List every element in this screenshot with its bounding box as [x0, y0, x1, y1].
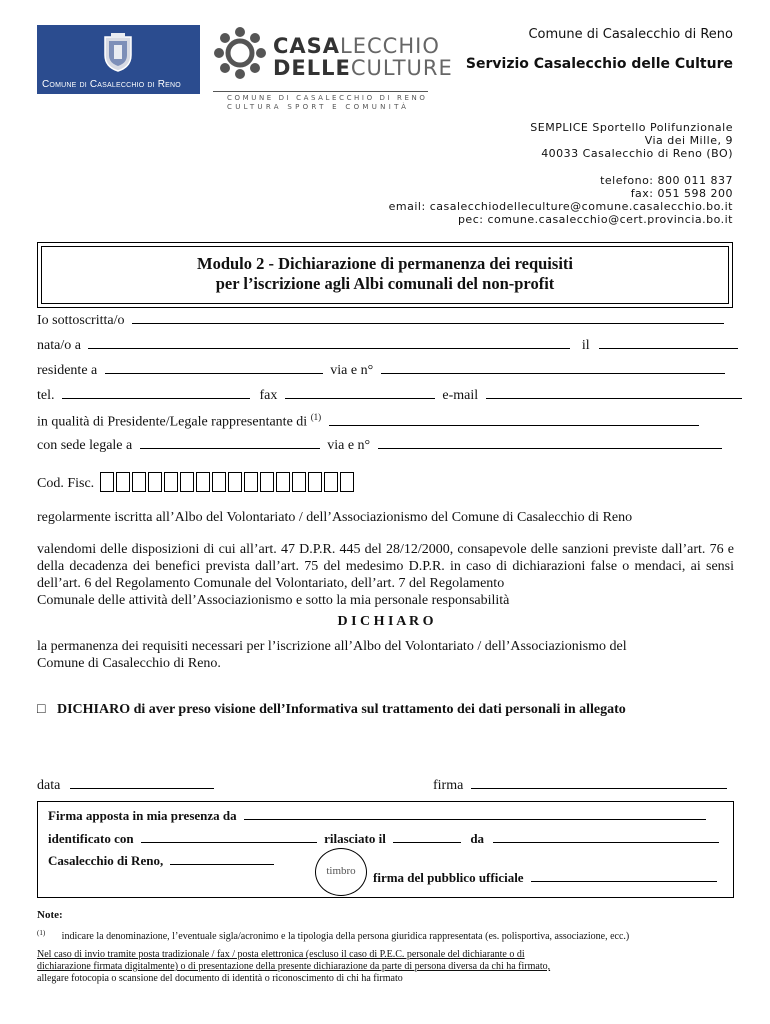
- codfisc-char-box[interactable]: [164, 472, 178, 492]
- input-nome[interactable]: [132, 312, 724, 324]
- codfisc-char-box[interactable]: [196, 472, 210, 492]
- codfisc-char-box[interactable]: [180, 472, 194, 492]
- input-documento[interactable]: [141, 831, 317, 843]
- casalecchio-culture-logo: [213, 24, 453, 111]
- note-1: [37, 927, 734, 943]
- label-email: e-mail: [442, 388, 479, 403]
- input-apposta[interactable]: [244, 808, 706, 820]
- input-via-sede[interactable]: [378, 437, 722, 449]
- contact-fax: fax: 051 598 200: [630, 187, 733, 200]
- label-fax: fax: [259, 388, 278, 403]
- footnote-marker: (1): [310, 412, 322, 422]
- culture-word-1: CASALECCHIO: [273, 34, 440, 58]
- input-rilasciato[interactable]: [393, 831, 461, 843]
- gear-icon: [213, 26, 267, 80]
- permanenza-paragraph: [37, 638, 734, 672]
- note-marker: (1): [37, 929, 46, 937]
- culture-sub-2: CULTURA SPORT E COMUNITÀ: [227, 103, 410, 111]
- note-invio-line-3: allegare fotocopia o scansione del documento di identità o riconoscimento di chi ha firmato: [37, 973, 403, 984]
- codfisc-char-box[interactable]: [116, 472, 130, 492]
- label-via-residenza: via e n°: [330, 363, 374, 378]
- input-firma[interactable]: [471, 777, 727, 789]
- label-da: da: [470, 831, 485, 846]
- notes-label: Note:: [37, 909, 63, 921]
- label-apposta: Firma apposta in mia presenza da: [48, 808, 237, 823]
- informativa-text: DICHIARO di aver preso visione dell’Informativa sul trattamento dei dati personali in allegato: [56, 702, 626, 717]
- timbro-stamp: [315, 848, 367, 896]
- title-box: [37, 242, 733, 308]
- sig-row-luogo: [48, 853, 274, 869]
- codfisc-char-box[interactable]: [212, 472, 226, 492]
- field-row-codfisc: [37, 472, 356, 492]
- codfisc-char-box[interactable]: [324, 472, 338, 492]
- field-row-qualita: [37, 412, 699, 431]
- input-fax[interactable]: [285, 387, 435, 399]
- contact-pec: pec: comune.casalecchio@cert.provincia.bo.it: [457, 213, 733, 226]
- label-codfisc: Cod. Fisc.: [37, 476, 95, 491]
- codfisc-char-box[interactable]: [340, 472, 354, 492]
- label-sede: con sede legale a: [37, 438, 133, 453]
- input-ente[interactable]: [329, 414, 699, 426]
- contact-line: 40033 Casalecchio di Reno (BO): [541, 147, 733, 160]
- input-email[interactable]: [486, 387, 742, 399]
- input-tel[interactable]: [62, 387, 250, 399]
- sig-row-pubblico: [373, 870, 717, 886]
- valendomi-text-end: Comunale delle attività dell’Associazionismo e sotto la mia personale responsabilità: [37, 593, 510, 608]
- timbro-label: timbro: [326, 865, 356, 877]
- codfisc-char-box[interactable]: [100, 472, 114, 492]
- label-il: il: [581, 338, 590, 353]
- field-row-residenza: [37, 362, 725, 379]
- input-sede[interactable]: [140, 437, 320, 449]
- codfisc-char-box[interactable]: [132, 472, 146, 492]
- codfisc-char-box[interactable]: [228, 472, 242, 492]
- label-firma: firma: [433, 778, 464, 793]
- note-invio-line-2: dichiarazione firmata digitalmente) o di presentazione della presente dichiarazione da parte di persona diversa da chi ha firmato,: [37, 961, 551, 972]
- valendomi-text: valendomi delle disposizioni di cui all’art. 47 D.P.R. 445 del 28/12/2000, consapevole delle sanzioni previste dall’art. 76 e della decadenza dei benefici prevista dall’art. 75 del medesimo D.P.R. in caso di dichiarazioni false o mendaci, ai sensi dell’art. 6 del Regolamento Comunale del Volontariato, dell’art. 7 del Regolamento: [37, 542, 734, 591]
- input-luogo-nascita[interactable]: [88, 337, 570, 349]
- dichiaro-heading: D I C H I A R O: [337, 614, 434, 629]
- input-residenza[interactable]: [105, 362, 323, 374]
- input-rilasciato-da[interactable]: [493, 831, 719, 843]
- culture-sub-1: COMUNE DI CASALECCHIO DI RENO: [227, 94, 428, 102]
- label-firma-pubblico: firma del pubblico ufficiale: [373, 870, 524, 885]
- label-sottoscritto: Io sottoscritta/o: [37, 313, 125, 328]
- field-row-sede: [37, 437, 722, 454]
- label-casalecchio: Casalecchio di Reno,: [48, 853, 164, 868]
- contact-address: [530, 121, 733, 160]
- contact-phone: telefono: 800 011 837: [600, 174, 733, 187]
- contact-line: Via dei Mille, 9: [644, 134, 733, 147]
- iscritta-text: regolarmente iscritta all’Albo del Volontariato / dell’Associazionismo del Comune di Casalecchio di Reno: [37, 510, 633, 525]
- culture-word-2: DELLECULTURE: [273, 56, 453, 80]
- label-nato: nata/o a: [37, 338, 81, 353]
- header-org: Comune di Casalecchio di Reno: [528, 27, 733, 42]
- codfisc-char-box[interactable]: [148, 472, 162, 492]
- permanenza-text-end: Comune di Casalecchio di Reno.: [37, 656, 221, 671]
- contact-line: SEMPLICE Sportello Polifunzionale: [530, 121, 733, 134]
- permanenza-text: la permanenza dei requisiti necessari per l’iscrizione all’Albo del Volontariato / dell’Associazionismo del: [37, 639, 627, 654]
- title-line-1: Modulo 2 - Dichiarazione di permanenza dei requisiti: [197, 254, 573, 273]
- input-data-firma[interactable]: [170, 853, 274, 865]
- input-data-nascita[interactable]: [599, 337, 738, 349]
- valendomi-paragraph: [37, 541, 734, 609]
- field-row-nascita: [37, 337, 738, 354]
- contact-info: [389, 174, 733, 226]
- input-via-residenza[interactable]: [381, 362, 725, 374]
- comune-logo: [37, 25, 200, 94]
- note-invio-line-1: Nel caso di invio tramite posta tradizionale / fax / posta elettronica (escluso il caso di P.E.C. personale del dichiarante o di: [37, 949, 525, 960]
- crest-icon: [97, 33, 139, 73]
- comune-logo-label: Comune di Casalecchio di Reno: [42, 79, 181, 90]
- label-rilasciato: rilasciato il: [324, 831, 386, 846]
- data-row: [37, 777, 214, 794]
- label-tel: tel.: [37, 388, 55, 403]
- field-row-contatti: [37, 387, 742, 404]
- codfisc-char-box[interactable]: [292, 472, 306, 492]
- field-row-sottoscritto: [37, 312, 724, 329]
- codfisc-char-box[interactable]: [308, 472, 322, 492]
- informativa-row: [37, 702, 626, 718]
- sig-row-identificato: [48, 831, 719, 847]
- firma-row: [433, 777, 727, 794]
- title-line-2: per l’iscrizione agli Albi comunali del non-profit: [215, 274, 555, 293]
- label-residente: residente a: [37, 363, 98, 378]
- codfisc-char-box[interactable]: [276, 472, 290, 492]
- note-1-text: indicare la denominazione, l’eventuale sigla/acronimo e la tipologia della persona giuridica rappresentata (es. polisportiva, associazione, ecc.): [61, 931, 630, 943]
- codfisc-char-box[interactable]: [244, 472, 258, 492]
- contact-email: email: casalecchiodelleculture@comune.casalecchio.bo.it: [388, 200, 733, 213]
- input-firma-pubblico[interactable]: [531, 870, 717, 882]
- sig-row-apposta: [48, 808, 706, 824]
- header-service: Servizio Casalecchio delle Culture: [465, 56, 733, 72]
- informativa-checkbox[interactable]: □: [37, 702, 46, 717]
- input-data[interactable]: [70, 777, 214, 789]
- codfisc-char-box[interactable]: [260, 472, 274, 492]
- logo-rule: [213, 91, 428, 92]
- codfisc-boxes: [100, 476, 356, 491]
- note-invio: [37, 949, 734, 985]
- label-identificato: identificato con: [48, 831, 134, 846]
- label-via-sede: via e n°: [327, 438, 371, 453]
- label-qualita: in qualità di Presidente/Legale rappresentante di: [37, 414, 308, 430]
- label-data: data: [37, 778, 61, 793]
